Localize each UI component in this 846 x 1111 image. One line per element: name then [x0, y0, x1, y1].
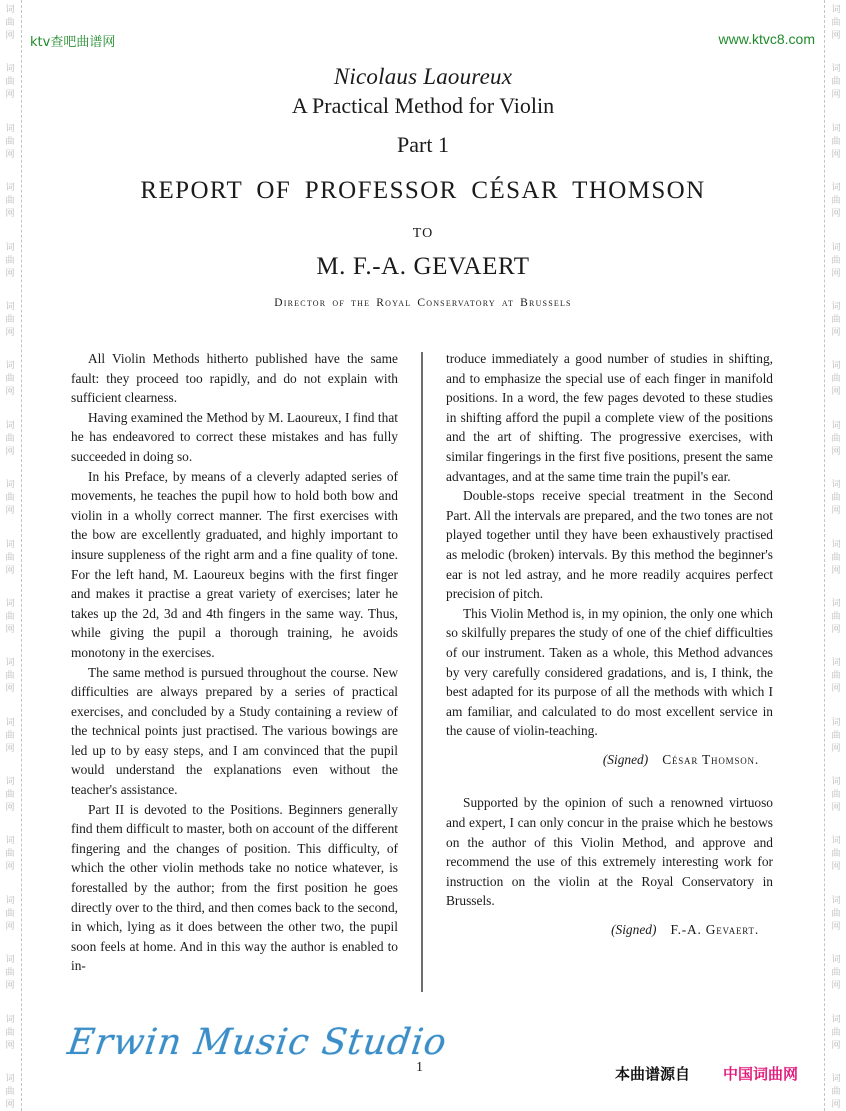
watermark-glyph-group	[826, 594, 846, 653]
paragraph: The same method is pursued throughout the course. New difficulties are always prepared by a series of practical exercises, and concluded by a Study containing a review of the technical points just practised. The various bowings are led up to by easy steps, and I am convinced that the pupil would understand the explanations even without the teacher's assistance.	[71, 664, 398, 798]
watermark-glyph: 词	[5, 539, 15, 550]
paragraph: troduce immediately a good number of studies in shifting, and to emphasize the special use of each finger in manifold positions. In a word, the few pages devoted to these studies in shifting afford the pupil a complete view of the positions and the art of shifting. The progressive exercises, with similar fingerings in the first five positions, present the same advantages, and at the same time train the pupil's ear.	[446, 351, 773, 484]
watermark-glyph: 网	[5, 1040, 15, 1051]
right-margin-dashed-line	[824, 0, 825, 1111]
watermark-glyph: 词	[831, 242, 841, 253]
watermark-glyph: 网	[5, 506, 15, 517]
watermark-glyph: 词	[831, 836, 841, 847]
left-margin-dashed-line	[21, 0, 22, 1111]
watermark-glyph-group	[826, 475, 846, 534]
watermark-glyph: 网	[831, 446, 841, 457]
left-watermark-strip	[0, 0, 20, 1111]
watermark-glyph: 曲	[831, 790, 841, 801]
report-heading: REPORT OF PROFESSOR CÉSAR THOMSON	[140, 177, 706, 204]
watermark-glyph: 曲	[5, 671, 15, 682]
watermark-glyph: 词	[831, 361, 841, 372]
watermark-glyph: 词	[831, 539, 841, 550]
watermark-glyph-group	[826, 535, 846, 594]
source-site-name: 中国词曲网	[723, 1065, 799, 1083]
watermark-glyph: 网	[831, 862, 841, 873]
paragraph: Part II is devoted to the Positions. Beginners generally find them difficult to master, both on account of the different fingering and the changes of position. This difficulty, of which the other violin methods take no notice whatever, is forestalled by the author; from the first position he goes directly over to the third, and then comes back to the second, in which, lying as it does between the other two, the pupil soon feels at home. And in this way the author is enabled to in-	[71, 801, 398, 974]
watermark-glyph: 曲	[831, 1027, 841, 1038]
watermark-glyph-group	[826, 1010, 846, 1069]
watermark-glyph: 网	[5, 1100, 15, 1111]
watermark-glyph: 词	[5, 5, 15, 15]
signature-gevaert	[446, 920, 773, 940]
watermark-glyph-group	[826, 356, 846, 415]
watermark-glyph: 词	[5, 183, 15, 194]
watermark-glyph: 词	[5, 895, 15, 906]
watermark-glyph: 曲	[5, 1027, 15, 1038]
watermark-glyph: 词	[831, 183, 841, 194]
watermark-glyph: 网	[5, 268, 15, 279]
watermark-glyph: 词	[5, 1014, 15, 1025]
watermark-glyph: 网	[831, 743, 841, 754]
paragraph: Double-stops receive special treatment in the Second Part. All the intervals are prepared, and the two tones are not played together until they have been exhaustively practised as melodic (broken) intervals. By this method the beginner's ear is not led astray, and he more readily acquires perfect precision of pitch.	[446, 488, 773, 602]
watermark-glyph-group	[0, 356, 20, 415]
to-label: TO	[412, 226, 434, 241]
watermark-glyph: 网	[831, 31, 841, 41]
watermark-glyph-group	[826, 891, 846, 950]
signature-thomson	[446, 750, 773, 770]
watermark-glyph-group	[0, 416, 20, 475]
watermark-glyph: 词	[5, 480, 15, 491]
watermark-glyph: 网	[831, 565, 841, 576]
watermark-glyph: 曲	[5, 968, 15, 979]
watermark-glyph: 词	[831, 658, 841, 669]
watermark-glyph: 网	[5, 209, 15, 220]
watermark-glyph: 词	[831, 598, 841, 609]
paragraph: All Violin Methods hitherto published have the same fault: they proceed too rapidly, and do not explain with sufficient clearness.	[71, 351, 398, 406]
watermark-glyph: 词	[831, 301, 841, 312]
watermark-glyph-group	[0, 535, 20, 594]
watermark-glyph: 曲	[5, 1087, 15, 1098]
watermark-glyph: 曲	[831, 493, 841, 504]
watermark-glyph: 网	[5, 981, 15, 992]
watermark-glyph: 网	[5, 90, 15, 101]
watermark-glyph: 词	[5, 1074, 15, 1085]
watermark-glyph: 曲	[831, 314, 841, 325]
watermark-glyph: 词	[5, 717, 15, 728]
watermark-glyph: 词	[831, 1074, 841, 1085]
watermark-glyph-group	[0, 772, 20, 831]
watermark-glyph: 网	[5, 327, 15, 338]
watermark-glyph-group	[0, 831, 20, 890]
watermark-glyph: 曲	[5, 374, 15, 385]
watermark-glyph: 曲	[5, 552, 15, 563]
watermark-glyph-group	[0, 950, 20, 1009]
watermark-glyph: 网	[5, 803, 15, 814]
signed-label: (Signed)	[611, 922, 657, 938]
signer-name: F.-A. Gevaert.	[670, 922, 759, 938]
watermark-glyph: 网	[831, 209, 841, 220]
watermark-glyph-group	[0, 1010, 20, 1069]
watermark-glyph: 网	[831, 1040, 841, 1051]
paragraph: In his Preface, by means of a cleverly adapted series of movements, he teaches the pupil how to hold both bow and violin in a wholly correct manner. The first exercises with the bow are excellently graduated, and highly important to insure suppleness of the right arm and a fine quality of tone. For the left hand, M. Laoureux begins with the first finger and makes it practise a great variety of exercises; later he takes up the 2d, 3d and 4th fingers in the same way. Thus, while giving the pupil a thorough training, he avoids monotony in the exercises.	[71, 468, 398, 660]
watermark-glyph: 网	[5, 149, 15, 160]
watermark-glyph: 词	[831, 717, 841, 728]
paragraph: Having examined the Method by M. Laoureux, I find that he has endeavored to correct these mistakes and has fully succeeded in doing so.	[71, 409, 398, 464]
right-text-column	[446, 349, 773, 940]
watermark-glyph: 曲	[5, 18, 15, 28]
watermark-glyph: 曲	[831, 136, 841, 147]
site-name-watermark: ktv查吧曲谱网	[30, 35, 116, 50]
studio-logo: Erwin Music Studio	[65, 1022, 450, 1063]
page-number: 1	[416, 1060, 423, 1075]
watermark-glyph: 曲	[831, 196, 841, 207]
watermark-glyph-group	[0, 475, 20, 534]
watermark-glyph: 词	[5, 301, 15, 312]
watermark-glyph: 曲	[5, 433, 15, 444]
watermark-glyph-group	[0, 653, 20, 712]
watermark-glyph: 词	[831, 64, 841, 75]
watermark-glyph: 网	[831, 506, 841, 517]
watermark-glyph: 曲	[5, 908, 15, 919]
watermark-glyph: 网	[5, 31, 15, 41]
watermark-glyph: 网	[831, 327, 841, 338]
watermark-glyph: 网	[5, 387, 15, 398]
watermark-glyph: 词	[5, 598, 15, 609]
watermark-glyph: 词	[831, 777, 841, 788]
watermark-glyph: 曲	[5, 493, 15, 504]
watermark-glyph: 网	[5, 921, 15, 932]
watermark-glyph-group	[0, 891, 20, 950]
watermark-glyph: 词	[5, 361, 15, 372]
watermark-glyph: 曲	[831, 849, 841, 860]
recipient-title: Director of the Royal Conservatory at Brussels	[274, 297, 572, 309]
watermark-glyph: 网	[831, 387, 841, 398]
watermark-glyph: 网	[831, 90, 841, 101]
watermark-glyph: 网	[831, 684, 841, 695]
watermark-glyph: 曲	[5, 730, 15, 741]
watermark-glyph: 词	[5, 955, 15, 966]
watermark-glyph: 网	[5, 684, 15, 695]
watermark-glyph: 曲	[831, 968, 841, 979]
watermark-glyph: 曲	[831, 611, 841, 622]
watermark-glyph: 词	[831, 5, 841, 15]
watermark-glyph-group	[826, 713, 846, 772]
recipient-name: M. F.-A. GEVAERT	[316, 253, 530, 280]
watermark-glyph: 词	[5, 658, 15, 669]
work-title: A Practical Method for Violin	[291, 93, 555, 118]
watermark-glyph: 曲	[831, 255, 841, 266]
part-label: Part 1	[397, 132, 449, 157]
watermark-glyph: 网	[5, 446, 15, 457]
watermark-glyph: 词	[5, 64, 15, 75]
watermark-glyph: 曲	[5, 77, 15, 88]
watermark-glyph: 词	[831, 955, 841, 966]
watermark-glyph: 曲	[5, 255, 15, 266]
watermark-glyph: 网	[831, 1100, 841, 1111]
watermark-glyph: 曲	[831, 374, 841, 385]
watermark-glyph: 词	[831, 895, 841, 906]
watermark-glyph: 词	[831, 480, 841, 491]
watermark-glyph-group	[0, 713, 20, 772]
watermark-glyph: 词	[831, 1014, 841, 1025]
endorsement-paragraph: Supported by the opinion of such a renowned virtuoso and expert, I can only concur in the praise which he bestows on the author of this Violin Method, and approve and recommend the use of this extremely interesting work for instruction on the violin at the Royal Conservatory in Brussels.	[446, 795, 773, 909]
right-watermark-strip	[826, 0, 846, 1111]
watermark-glyph: 曲	[831, 18, 841, 28]
watermark-glyph: 网	[831, 149, 841, 160]
watermark-glyph: 网	[5, 565, 15, 576]
watermark-glyph-group	[826, 416, 846, 475]
watermark-glyph-group	[0, 1069, 20, 1111]
watermark-glyph: 词	[5, 242, 15, 253]
watermark-glyph: 词	[5, 836, 15, 847]
watermark-glyph-group	[0, 0, 20, 59]
site-url-watermark: www.ktvc8.com	[718, 31, 815, 47]
watermark-glyph-group	[0, 594, 20, 653]
watermark-glyph: 网	[5, 743, 15, 754]
author-name: Nicolaus Laoureux	[333, 64, 513, 89]
watermark-glyph-group	[826, 0, 846, 59]
watermark-glyph: 网	[831, 921, 841, 932]
watermark-glyph: 曲	[831, 1087, 841, 1098]
watermark-glyph-group	[826, 772, 846, 831]
source-label: 本曲谱源自	[615, 1065, 691, 1083]
watermark-glyph: 曲	[5, 136, 15, 147]
watermark-glyph: 网	[831, 268, 841, 279]
watermark-glyph: 网	[831, 803, 841, 814]
watermark-glyph: 词	[5, 777, 15, 788]
paragraph: This Violin Method is, in my opinion, the only one which so skilfully prepares the study of one of the chief difficulties of our instrument. Taken as a whole, this Method advances by very carefully considered gradations, and is, I think, the best adapted for its purpose of all the methods with which I am familiar, and calculated to do most excellent service in the cause of violin-teaching.	[446, 605, 773, 739]
watermark-glyph-group	[826, 950, 846, 1009]
watermark-glyph: 曲	[5, 849, 15, 860]
watermark-glyph: 曲	[831, 671, 841, 682]
watermark-glyph: 曲	[831, 730, 841, 741]
watermark-glyph: 网	[831, 624, 841, 635]
watermark-glyph: 词	[5, 123, 15, 134]
left-text-column	[71, 349, 398, 976]
watermark-glyph: 词	[831, 123, 841, 134]
watermark-glyph: 曲	[831, 77, 841, 88]
watermark-glyph: 曲	[5, 314, 15, 325]
watermark-glyph: 词	[5, 420, 15, 431]
watermark-glyph: 曲	[5, 611, 15, 622]
watermark-glyph: 网	[5, 862, 15, 873]
watermark-glyph: 曲	[831, 433, 841, 444]
column-divider	[421, 352, 423, 992]
watermark-glyph-group	[826, 831, 846, 890]
watermark-glyph: 网	[5, 624, 15, 635]
watermark-glyph: 曲	[831, 552, 841, 563]
watermark-glyph: 网	[831, 981, 841, 992]
watermark-glyph: 曲	[5, 790, 15, 801]
watermark-glyph: 词	[831, 420, 841, 431]
watermark-glyph-group	[826, 1069, 846, 1111]
watermark-glyph-group	[826, 653, 846, 712]
signed-label: (Signed)	[602, 751, 649, 767]
watermark-glyph: 曲	[5, 196, 15, 207]
signer-name: César Thomson.	[662, 751, 759, 767]
watermark-glyph: 曲	[831, 908, 841, 919]
